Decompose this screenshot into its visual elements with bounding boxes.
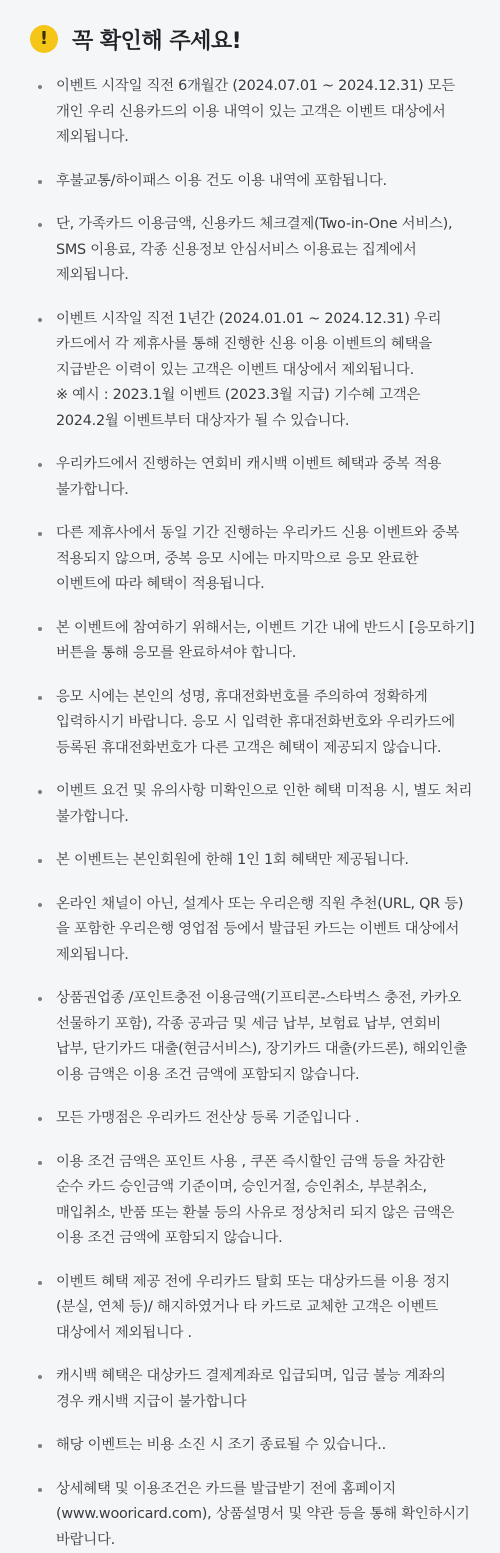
notice-item-text: 이벤트 요건 및 유의사항 미확인으로 인한 혜택 미적용 시, 별도 처리 불가합니다. (56, 779, 476, 830)
notice-item-text: 단, 가족카드 이용금액, 신용카드 체크결제(Two-in-One 서비스), SMS 이용료, 각종 신용정보 안심서비스 이용료는 집계에서 제외됩니다. (56, 212, 476, 289)
notice-item (30, 1364, 476, 1415)
notice-item (30, 848, 476, 874)
notice-item-text: 온라인 채널이 아닌, 설계사 또는 우리은행 직원 추천(URL, QR 등)을 포함한 우리은행 영업점 등에서 발급된 카드는 이벤트 대상에서 제외됩니다. (56, 892, 476, 969)
notice-item (30, 1270, 476, 1347)
notice-item-text: 캐시백 혜택은 대상카드 결제계좌로 입급되며, 입금 불능 계좌의 경우 캐시백 지급이 불가합니다 (56, 1364, 476, 1415)
notice-item-text: 본 이벤트에 참여하기 위해서는, 이벤트 기간 내에 반드시 [응모하기] 버튼을 통해 응모를 완료하셔야 합니다. (56, 616, 476, 667)
notice-item (30, 452, 476, 503)
notice-item (30, 779, 476, 830)
notice-item (30, 212, 476, 289)
notice-item-text: 후불교통/하이패스 이용 건도 이용 내역에 포함됩니다. (56, 169, 476, 195)
notice-item (30, 685, 476, 762)
notice-item (30, 169, 476, 195)
notice-item-text: 이용 조건 금액은 포인트 사용 , 쿠폰 즉시할인 금액 등을 차감한 순수 카드 승인금액 기준이며, 승인거절, 승인취소, 부분취소, 매입취소, 반품 또는 환불 등의 사유로 정상처리 되지 않은 금액은 이용 조건 금액에 포함되지 않습니다. (56, 1150, 476, 1252)
notice-item-note: ※ 예시 : 2023.1월 이벤트 (2023.3월 지급) 기수혜 고객은 2024.2월 이벤트부터 대상자가 될 수 있습니다. (56, 383, 476, 434)
notice-list (30, 74, 476, 1553)
notice-item-text: 해당 이벤트는 비용 소진 시 조기 종료될 수 있습니다.. (56, 1433, 476, 1459)
notice-header (30, 22, 476, 56)
notice-item-text: 이벤트 혜택 제공 전에 우리카드 탈회 또는 대상카드를 이용 정지(분실, 연체 등)/ 해지하였거나 타 카드로 교체한 고객은 이벤트 대상에서 제외됩니다 . (56, 1270, 476, 1347)
notice-item-text: 상품권업종 /포인트충전 이용금액(기프티콘-스타벅스 충전, 카카오 선물하기 포함), 각종 공과금 및 세금 납부, 보험료 납부, 연회비 납부, 단기카드 대출(현금서비스), 장기카드 대출(카드론), 해외인출 이용 금액은 이용 조건 금액에 포함되지 않습니다. (56, 986, 476, 1088)
notice-item (30, 1106, 476, 1132)
notice-item-text: 이벤트 시작일 직전 6개월간 (2024.07.01 ~ 2024.12.31) 모든 개인 우리 신용카드의 이용 내역이 있는 고객은 이벤트 대상에서 제외됩니다. (56, 74, 476, 151)
exclamation-icon: ! (30, 25, 58, 53)
notice-item-text: 다른 제휴사에서 동일 기간 진행하는 우리카드 신용 이벤트와 중복 적용되지 않으며, 중복 응모 시에는 마지막으로 응모 완료한 이벤트에 따라 혜택이 적용됩니다. (56, 521, 476, 598)
notice-item-text: 본 이벤트는 본인회원에 한해 1인 1회 혜택만 제공됩니다. (56, 848, 476, 874)
notice-item-text: 모든 가맹점은 우리카드 전산상 등록 기준입니다 . (56, 1106, 476, 1132)
notice-item-text: 이벤트 시작일 직전 1년간 (2024.01.01 ~ 2024.12.31) 우리 카드에서 각 제휴사를 통해 진행한 신용 이용 이벤트의 혜택을 지급받은 이력이 있는 고객은 이벤트 대상에서 제외됩니다. (56, 307, 476, 384)
notice-item (30, 1477, 476, 1553)
notice-item (30, 74, 476, 151)
notice-item-text: 상세혜택 및 이용조건은 카드를 발급받기 전에 홈페이지(www.wooricard.com), 상품설명서 및 약관 등을 통해 확인하시기 바랍니다. (56, 1477, 476, 1553)
notice-item (30, 616, 476, 667)
notice-item (30, 521, 476, 598)
notice-item (30, 1433, 476, 1459)
notice-item (30, 892, 476, 969)
notice-title: 꼭 확인해 주세요! (72, 24, 241, 55)
notice-item-text: 응모 시에는 본인의 성명, 휴대전화번호를 주의하여 정확하게 입력하시기 바랍니다. 응모 시 입력한 휴대전화번호와 우리카드에 등록된 휴대전화번호가 다른 고객은 혜택이 제공되지 않습니다. (56, 685, 476, 762)
notice-item-text: 우리카드에서 진행하는 연회비 캐시백 이벤트 혜택과 중복 적용 불가합니다. (56, 452, 476, 503)
notice-item (30, 1150, 476, 1252)
notice-item (30, 986, 476, 1088)
notice-item (30, 307, 476, 435)
